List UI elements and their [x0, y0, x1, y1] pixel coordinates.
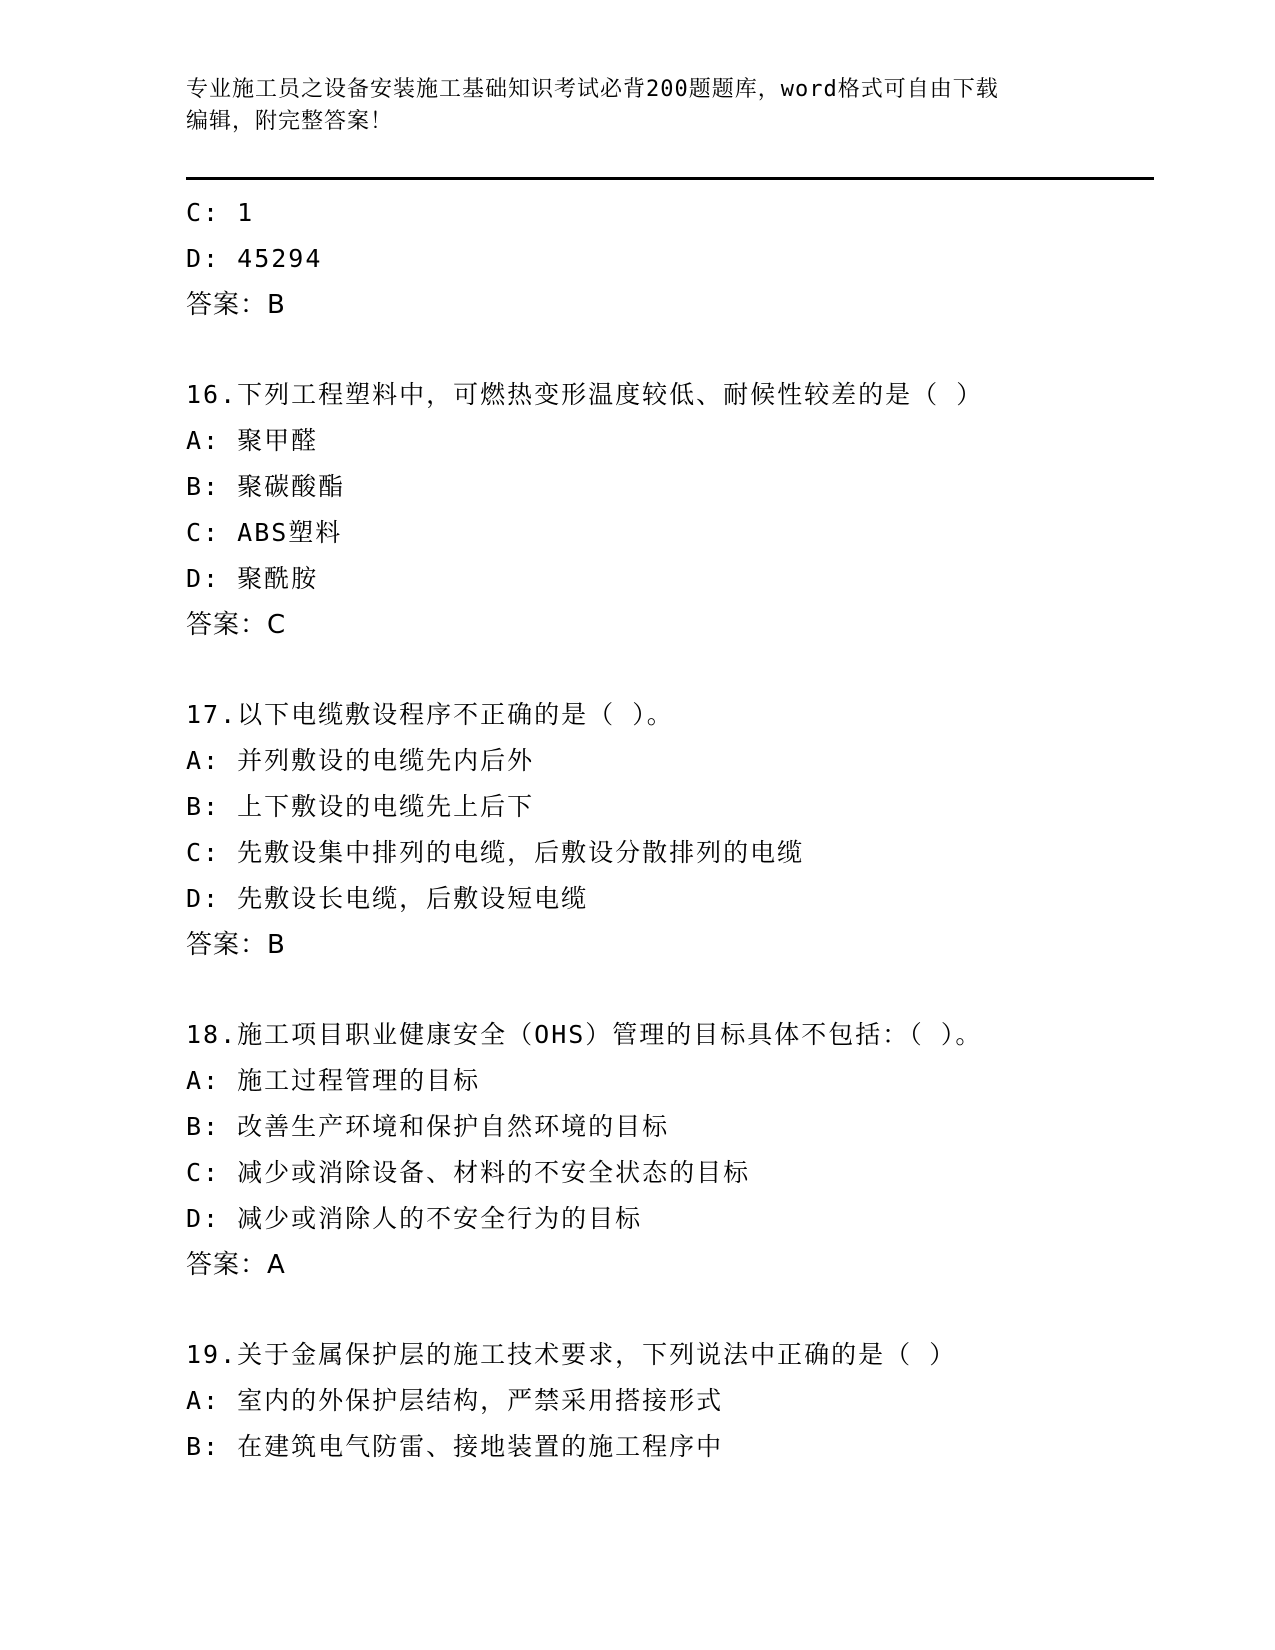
- header-title-line1: 专业施工员之设备安装施工基础知识考试必背200题题库，word格式可自由下载: [186, 77, 999, 102]
- question-title: 19.关于金属保护层的施工技术要求，下列说法中正确的是（ ）: [186, 1340, 957, 1369]
- answer-line: 答案：C: [186, 610, 287, 640]
- header-title-line2: 编辑，附完整答案！: [186, 109, 394, 134]
- option-d: D: 聚酰胺: [186, 564, 319, 593]
- spacer: [186, 328, 1146, 372]
- option-c: C: 先敷设集中排列的电缆，后敷设分散排列的电缆: [186, 838, 805, 867]
- spacer: [186, 1288, 1146, 1332]
- document-header: [186, 74, 1086, 138]
- option-a: A: 聚甲醛: [186, 426, 319, 455]
- option-d: D: 45294: [186, 244, 323, 273]
- option-b: B: 上下敷设的电缆先上后下: [186, 792, 535, 821]
- option-c: C: ABS塑料: [186, 518, 343, 547]
- option-b: B: 在建筑电气防雷、接地装置的施工程序中: [186, 1432, 724, 1461]
- answer-line: 答案：A: [186, 1250, 286, 1280]
- answer-line: 答案：B: [186, 930, 286, 960]
- question-16: [186, 372, 1146, 648]
- option-a: A: 并列敷设的电缆先内后外: [186, 746, 535, 775]
- question-list: [186, 190, 1146, 1470]
- question-19: [186, 1332, 1146, 1470]
- option-b: B: 聚碳酸酯: [186, 472, 346, 501]
- spacer: [186, 648, 1146, 692]
- question-title: 18.施工项目职业健康安全（OHS）管理的目标具体不包括：（ ）。: [186, 1020, 983, 1049]
- option-b: B: 改善生产环境和保护自然环境的目标: [186, 1112, 670, 1141]
- question-title: 16.下列工程塑料中，可燃热变形温度较低、耐候性较差的是（ ）: [186, 380, 984, 409]
- option-c: C: 减少或消除设备、材料的不安全状态的目标: [186, 1158, 751, 1187]
- question-15-continued: [186, 190, 1146, 328]
- spacer: [186, 968, 1146, 1012]
- question-18: [186, 1012, 1146, 1288]
- question-title: 17.以下电缆敷设程序不正确的是（ ）。: [186, 700, 674, 729]
- option-c: C: 1: [186, 198, 255, 227]
- header-divider: [186, 177, 1154, 180]
- answer-line: 答案：B: [186, 290, 286, 320]
- option-a: A: 施工过程管理的目标: [186, 1066, 481, 1095]
- question-17: [186, 692, 1146, 968]
- option-d: D: 先敷设长电缆，后敷设短电缆: [186, 884, 589, 913]
- option-d: D: 减少或消除人的不安全行为的目标: [186, 1204, 643, 1233]
- option-a: A: 室内的外保护层结构，严禁采用搭接形式: [186, 1386, 724, 1415]
